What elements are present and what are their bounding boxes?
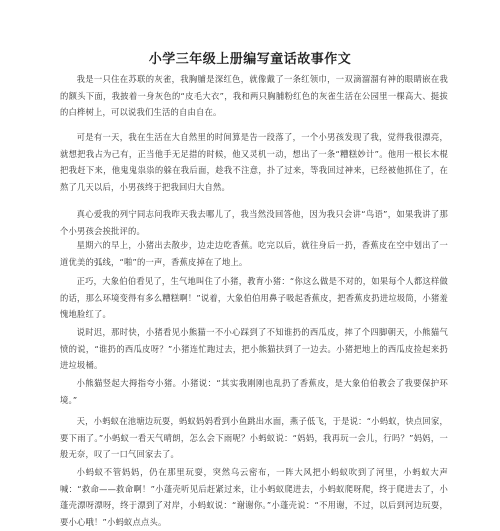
paragraph-5: 正巧，大象伯伯看见了，生气地叫住了小猪，教育小猪：“你这么做是不对的，如果每个人都这样做的话，那么环境变得有多么糟糕啊！”说着，大象伯伯用鼻子吸起香蕉皮，把香蕉皮扔进垃圾筒，小猪羞愧地脸红了。 xyxy=(60,276,448,320)
page-title: 小学三年级上册编写童话故事作文 xyxy=(148,52,352,67)
paragraph-3: 真心爱我的列宁同志问我昨天我去哪儿了，我当然没回答他，因为我只会讲“鸟语”，如果我讲了那个小男孩会挨批评的。 xyxy=(60,209,448,236)
paragraph-4: 星期六的早上，小猪出去散步，边走边吃香蕉。吃完以后，就往身后一扔，香蕉皮在空中划出了一道优美的弧线，“啪”的一声，香蕉皮掉在了地上。 xyxy=(60,240,448,267)
paragraph-7: 小熊猫竖起大拇指夸小猪。小猪说：“其实我刚刚也乱扔了香蕉皮，是大象伯伯教会了我要保护环境。” xyxy=(60,378,448,405)
paragraph-6: 说时迟，那时快，小猪看见小熊猫一不小心踩到了不知谁扔的西瓜皮，摔了个四脚朝天，小熊猫气愤的说，“谁扔的西瓜皮呀？”小猪连忙跑过去，把小熊猫扶到了一边去。小猪把地上的西瓜皮捡起来扔进垃圾桶。 xyxy=(60,327,448,371)
paragraph-2: 可是有一天，我在生活在大自然里的时间算是告一段落了，一个小男孩发现了我，觉得我很漂亮，就想把我占为己有，正当他手无足措的时候，他又灵机一动，想出了一条“糟糕妙计”。他用一根长木棍把我赶下来，他鬼鬼祟祟的躲在我后面，趁我不注意，扑了过来，等我回过神来，已经被他抓住了，在熬了几天以后，小男孩终于把我回归大自然。 xyxy=(60,132,448,193)
paragraph-1: 我是一只住在苏联的灰雀，我胸脯是深红色，就像戴了一条红领巾，一双滴溜溜有神的眼睛嵌在我的额头下面，我披着一身灰色的“皮毛大衣”，我和两只胸脯粉红色的灰雀生活在公园里一棵高大、挺拔的白桦树上，可以说我们生活的自由自在。 xyxy=(60,74,448,118)
paragraph-9: 小蚂蚁不管妈妈，仍在那里玩耍，突然乌云密布，一阵大风把小蚂蚁吹到了河里，小蚂蚁大声喊：“救命——救命啊！”小蓬壳听见后赶紧过来，让小蚂蚁爬进去，小蚂蚁爬呀爬，终于爬进去了，小蓬壳漂呀漂呀，终于漂到了对岸，小蚂蚁说：“谢谢你。”小蓬壳说：“不用谢，不过，以后到河边玩耍，要小心哦！”小蚂蚁点点头。 xyxy=(60,467,448,528)
paragraph-8: 天，小蚂蚁在池塘边玩耍，蚂蚁妈妈看到小鱼跳出水面，燕子低飞，于是说：“小蚂蚁，快点回家，要下雨了。”小蚂蚁一看天气晴朗，怎么会下雨呢？小蚂蚁说：“妈妈，我再玩一会儿，行吗？”妈妈，一般无奈，叹了一口气回家去了。 xyxy=(60,416,448,460)
